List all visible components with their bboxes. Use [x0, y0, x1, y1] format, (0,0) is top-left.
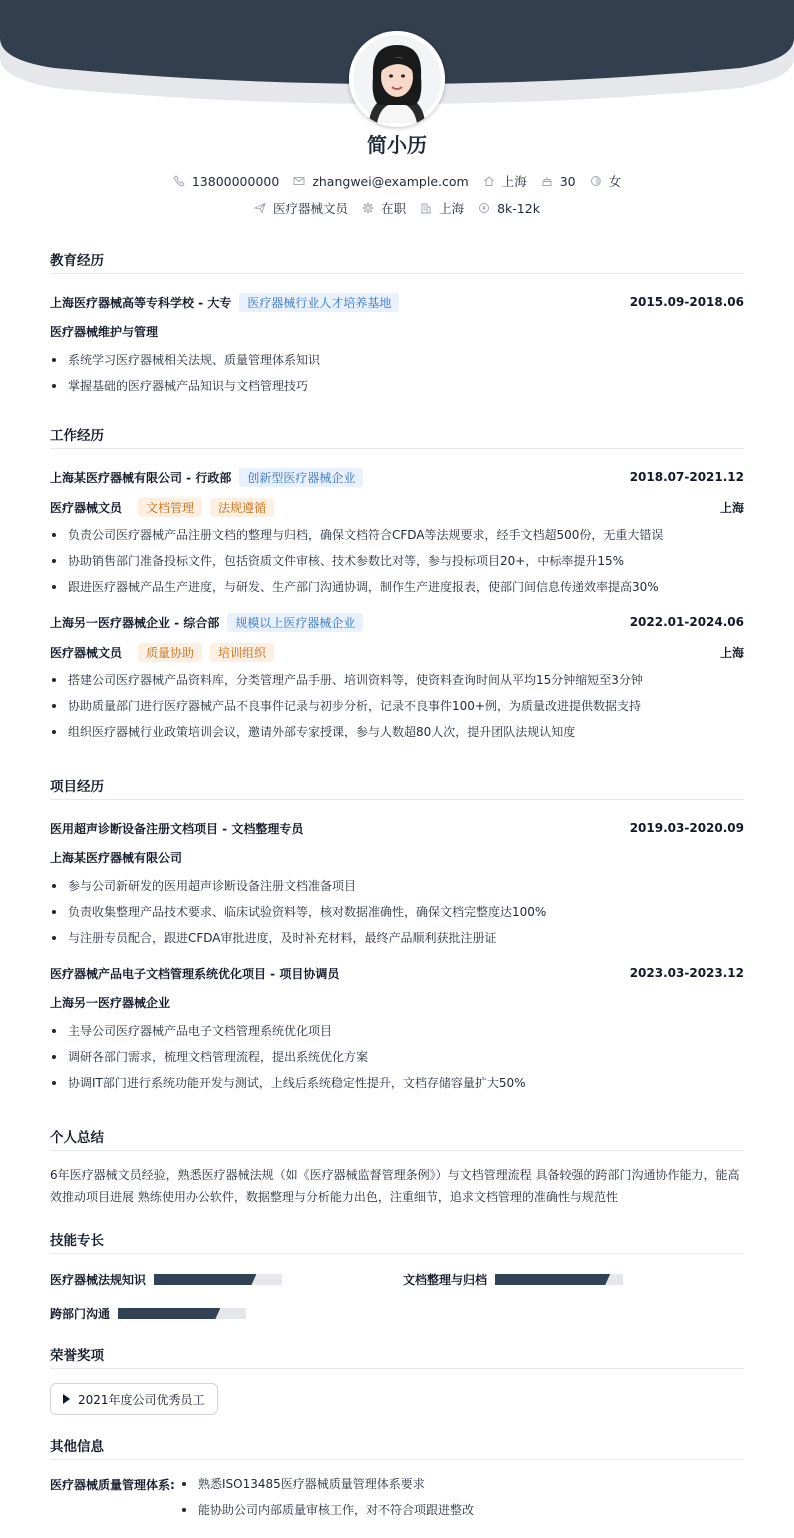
work-city: 上海	[719, 500, 744, 515]
major-name: 医疗器械维护与管理	[50, 325, 159, 339]
list-item: 调研各部门需求，梳理文档管理流程，提出系统优化方案	[50, 1044, 744, 1070]
work-date: 2018.07-2021.12	[629, 470, 744, 484]
role-tag: 质量协助	[138, 643, 202, 662]
work-entry-head	[50, 467, 744, 487]
list-item: 掌握基础的医疗器械产品知识与文档管理技巧	[50, 373, 744, 399]
job-intention-row	[0, 199, 794, 217]
honors-section	[50, 1344, 744, 1369]
company-name: 上海另一医疗器械企业 - 综合部	[50, 615, 220, 630]
project-name: 医疗器械产品电子文档管理系统优化项目 - 项目协调员	[50, 966, 340, 981]
skill-bar	[118, 1308, 246, 1319]
skill-name: 文档整理与归档	[403, 1273, 488, 1287]
gender-icon	[590, 175, 602, 187]
skills-section	[50, 1229, 744, 1254]
education-title: 教育经历	[50, 249, 744, 274]
skill-bar-fill	[154, 1274, 256, 1285]
other-title: 其他信息	[50, 1435, 744, 1460]
other-points	[180, 1471, 740, 1523]
list-item: 组织医疗器械行业政策培训会议，邀请外部专家授课，参与人数超80人次，提升团队法规认知度	[50, 719, 744, 745]
skill-bar-fill	[118, 1308, 220, 1319]
phone-text: 13800000000	[191, 173, 280, 189]
project-name: 医用超声诊断设备注册文档项目 - 文档整理专员	[50, 821, 304, 836]
skills-title: 技能专长	[50, 1229, 744, 1254]
project-points	[50, 1018, 744, 1096]
other-label: 医疗器械质量管理体系:	[50, 1478, 175, 1492]
age-info	[541, 174, 576, 189]
list-item: 参与公司新研发的医用超声诊断设备注册文档准备项目	[50, 873, 744, 899]
school-tag: 医疗器械行业人才培养基地	[239, 293, 399, 312]
list-item: 搭建公司医疗器械产品资料库，分类管理产品手册、培训资料等，使资料查询时间从平均15分钟缩短至3分钟	[50, 667, 744, 693]
salary-text: 8k-12k	[497, 200, 540, 216]
skill-name: 跨部门沟通	[50, 1307, 111, 1321]
skill-item	[50, 1305, 246, 1322]
gender-text: 女	[608, 174, 622, 189]
project-date: 2019.03-2020.09	[629, 821, 744, 835]
work-entry-head	[50, 612, 744, 632]
project-date: 2023.03-2023.12	[629, 966, 744, 980]
coin-icon	[478, 202, 490, 214]
email-text: zhangwei@example.com	[312, 173, 469, 189]
role-tag: 法规遵循	[210, 498, 274, 517]
list-item: 协助质量部门进行医疗器械产品不良事件记录与初步分析，记录不良事件100+例，为质量改进提供数据支持	[50, 693, 744, 719]
company-tag: 创新型医疗器械企业	[239, 468, 363, 487]
list-item: 主导公司医疗器械产品电子文档管理系统优化项目	[50, 1018, 744, 1044]
profile-name: 简小历	[367, 133, 427, 157]
target-city-text: 上海	[439, 201, 465, 216]
skill-item	[50, 1271, 282, 1288]
work-points	[50, 667, 744, 745]
work-title: 工作经历	[50, 424, 744, 449]
honors-title: 荣誉奖项	[50, 1344, 744, 1369]
target-job-info	[254, 199, 348, 217]
work-section	[50, 424, 744, 745]
role-head	[50, 642, 744, 662]
education-points	[50, 347, 744, 399]
mail-icon	[293, 175, 305, 187]
gender-info	[590, 172, 622, 190]
projects-section	[50, 775, 744, 1096]
project-org: 上海另一医疗器械企业	[50, 996, 171, 1010]
target-job-text: 医疗器械文员	[273, 201, 349, 216]
list-item: 协助销售部门准备投标文件，包括资质文件审核、技术参数比对等，参与投标项目20+，中标率提升15%	[50, 548, 744, 574]
project-entry-head	[50, 963, 744, 983]
target-city-info	[420, 199, 464, 217]
work-date: 2022.01-2024.06	[629, 615, 744, 629]
summary-title: 个人总结	[50, 1126, 744, 1151]
list-item: 跟进医疗器械产品生产进度，与研发、生产部门沟通协调，制作生产进度报表，使部门间信息传递效率提高30%	[50, 574, 744, 600]
status-info	[362, 199, 406, 217]
role-tag: 培训组织	[210, 643, 274, 662]
gear-icon	[362, 202, 374, 214]
phone-icon	[173, 175, 185, 187]
project-entry-head	[50, 818, 744, 838]
email-info	[293, 174, 468, 189]
avatar	[349, 31, 445, 127]
education-section	[50, 249, 744, 399]
projects-title: 项目经历	[50, 775, 744, 800]
work-city: 上海	[719, 645, 744, 660]
project-org: 上海某医疗器械有限公司	[50, 851, 183, 865]
education-date: 2015.09-2018.06	[629, 295, 744, 309]
list-item: 系统学习医疗器械相关法规、质量管理体系知识	[50, 347, 744, 373]
list-item: 负责公司医疗器械产品注册文档的整理与归档，确保文档符合CFDA等法规要求，经手文档超500份，无重大错误	[50, 522, 744, 548]
age-text: 30	[559, 173, 576, 189]
other-section	[50, 1435, 744, 1460]
list-item: 负责收集整理产品技术要求、临床试验资料等，核对数据准确性，确保文档完整度达100%	[50, 899, 744, 925]
phone-info	[173, 174, 279, 189]
list-item: 熟悉ISO13485医疗器械质量管理体系要求	[180, 1471, 740, 1497]
city-info	[483, 172, 527, 190]
triangle-right-icon	[63, 1394, 70, 1404]
role-tag: 文档管理	[138, 498, 202, 517]
salary-info	[478, 201, 540, 216]
list-item: 能协助公司内部质量审核工作，对不符合项跟进整改	[180, 1497, 740, 1523]
role-head	[50, 497, 744, 517]
skill-bar	[495, 1274, 623, 1285]
company-tag: 规模以上医疗器械企业	[227, 613, 363, 632]
company-name: 上海某医疗器械有限公司 - 行政部	[50, 470, 232, 485]
list-item: 协调IT部门进行系统功能开发与测试，上线后系统稳定性提升，文档存储容量扩大50%	[50, 1070, 744, 1096]
summary-text: 6年医疗器械文员经验，熟悉医疗器械法规（如《医疗器械监督管理条例》）与文档管理流程 具备较强的跨部门沟通协作能力，能高效推动项目进展 熟练使用办公软件，数据整理与分析能力出色，注重细节，追求文档管理的准确性与规范性	[50, 1168, 740, 1204]
skill-bar	[154, 1274, 282, 1285]
honor-item[interactable]	[50, 1383, 218, 1415]
status-text: 在职	[381, 201, 407, 216]
contact-row	[0, 172, 794, 190]
skill-item	[403, 1271, 623, 1288]
skill-name: 医疗器械法规知识	[50, 1273, 147, 1287]
summary-section	[50, 1126, 744, 1208]
building-icon	[420, 202, 432, 214]
project-points	[50, 873, 744, 951]
work-points	[50, 522, 744, 600]
send-icon	[254, 202, 266, 214]
city-text: 上海	[501, 174, 527, 189]
school-name: 上海医疗器械高等专科学校 - 大专	[50, 295, 232, 310]
cake-icon	[541, 175, 553, 187]
role-name: 医疗器械文员	[50, 645, 123, 660]
education-entry-head	[50, 292, 744, 312]
home-icon	[483, 175, 495, 187]
honor-text: 2021年度公司优秀员工	[78, 1392, 205, 1407]
skill-bar-fill	[495, 1274, 610, 1285]
role-name: 医疗器械文员	[50, 500, 123, 515]
list-item: 与注册专员配合，跟进CFDA审批进度，及时补充材料，最终产品顺利获批注册证	[50, 925, 744, 951]
